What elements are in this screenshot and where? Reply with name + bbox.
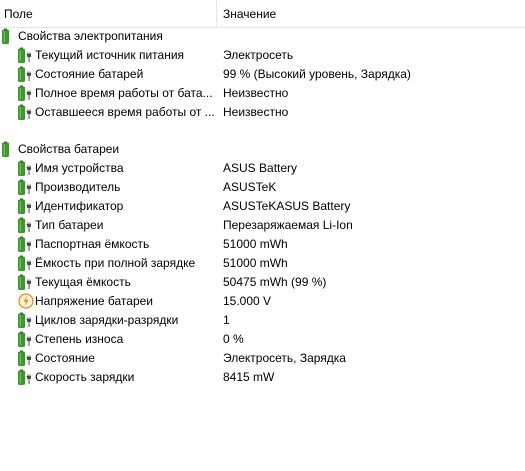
battery-icon [2,28,18,44]
field-value: Электросеть [223,48,294,62]
group-header[interactable] [0,140,525,159]
field-value: 15.000 V [223,294,272,308]
field-name: Оставшееся время работы от ... [35,105,215,119]
field-name: Текущий источник питания [35,48,185,62]
field-name: Состояние [35,351,95,365]
field-name: Ёмкость при полной зарядке [35,256,196,270]
battery-plug-icon [18,160,34,176]
field-value: ASUSTeKASUS Battery [223,199,351,213]
battery-plug-icon [18,85,34,101]
battery-plug-icon [18,66,34,82]
list-item[interactable] [0,46,525,65]
group-header[interactable] [0,27,525,46]
list-item[interactable] [0,330,525,349]
field-name: Паспортная ёмкость [35,237,150,251]
field-name: Напряжение батареи [35,294,154,308]
field-value: 99 % (Высокий уровень, Зарядка) [223,67,411,81]
list-item[interactable] [0,84,525,103]
field-value: ASUS Battery [223,161,298,175]
field-value: Неизвестно [223,86,289,100]
voltage-icon [18,293,34,309]
field-name: Идентификатор [35,199,124,213]
column-header-field[interactable]: Поле [4,7,33,21]
list-item[interactable] [0,197,525,216]
battery-plug-icon [18,47,34,63]
field-name: Производитель [35,180,121,194]
list-item[interactable] [0,292,525,311]
field-name: Циклов зарядки-разрядки [35,313,179,327]
list-item[interactable] [0,178,525,197]
list-item[interactable] [0,216,525,235]
list-item[interactable] [0,103,525,122]
battery-plug-icon [18,255,34,271]
field-value: Неизвестно [223,105,289,119]
field-value: Перезаряжаемая Li-Ion [223,218,353,232]
list-item[interactable] [0,159,525,178]
field-value: 51000 mWh [223,256,288,270]
battery-plug-icon [18,217,34,233]
battery-plug-icon [18,104,34,120]
field-name: Степень износа [35,332,124,346]
list-item[interactable] [0,273,525,292]
list-item[interactable] [0,311,525,330]
field-name: Имя устройства [35,161,124,175]
battery-plug-icon [18,236,34,252]
list-item[interactable] [0,254,525,273]
field-value: 1 [223,313,230,327]
column-header-value[interactable]: Значение [223,7,277,21]
battery-plug-icon [18,369,34,385]
battery-plug-icon [18,274,34,290]
field-name: Состояние батарей [35,67,144,81]
list-item[interactable] [0,368,525,387]
battery-plug-icon [18,198,34,214]
field-value: 51000 mWh [223,237,288,251]
field-value: 50475 mWh (99 %) [223,275,327,289]
battery-icon [2,141,18,157]
battery-plug-icon [18,179,34,195]
field-name: Тип батареи [35,218,104,232]
field-value: Электросеть, Зарядка [223,351,346,365]
group-title: Свойства батареи [18,142,120,156]
column-divider[interactable] [216,0,217,27]
field-name: Полное время работы от бата... [35,86,213,100]
field-name: Текущая ёмкость [35,275,131,289]
list-header [0,0,525,28]
field-name: Скорость зарядки [35,370,135,384]
battery-plug-icon [18,312,34,328]
battery-plug-icon [18,331,34,347]
group-title: Свойства электропитания [18,29,163,43]
field-value: 8415 mW [223,370,275,384]
list-item[interactable] [0,235,525,254]
field-value: ASUSTeK [223,180,277,194]
list-item[interactable] [0,65,525,84]
field-value: 0 % [223,332,244,346]
battery-plug-icon [18,350,34,366]
list-item[interactable] [0,349,525,368]
